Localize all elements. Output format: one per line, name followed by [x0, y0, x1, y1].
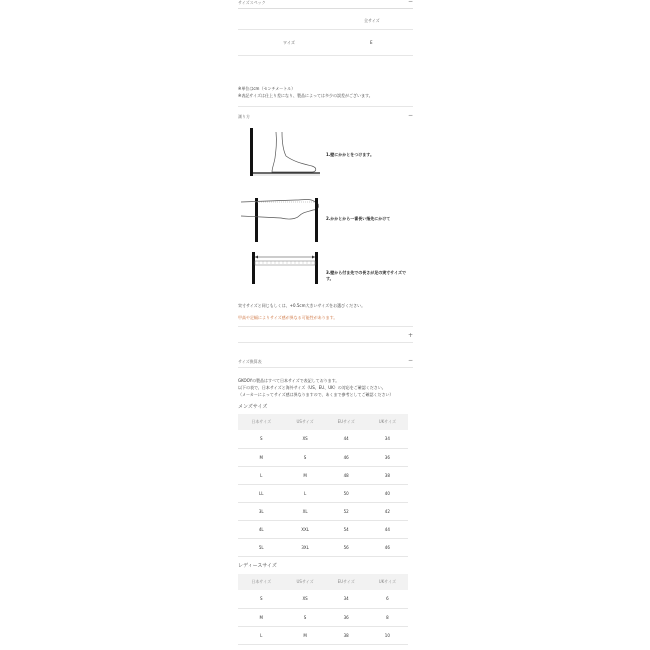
cell: 34: [367, 430, 408, 448]
cell: 46: [326, 448, 367, 466]
table-header-row: [238, 574, 408, 590]
spec-col-header: 全サイズ: [364, 18, 380, 23]
cell: S: [238, 590, 285, 608]
cell: L: [285, 484, 326, 502]
cell: 38: [367, 466, 408, 484]
cell: M: [238, 448, 285, 466]
cell: 34: [326, 590, 367, 608]
cell: 6: [367, 590, 408, 608]
table-row: [238, 626, 408, 644]
collapse-icon[interactable]: −: [407, 112, 413, 119]
col-header-eu: EUサイズ: [326, 574, 367, 590]
chart-intro-3: （メーカーによってサイズ感は異なりますので、あくまで参考としてご確認ください）: [238, 392, 394, 397]
col-header-jp: 日本サイズ: [238, 574, 285, 590]
cell: 44: [367, 520, 408, 538]
cell: 54: [326, 520, 367, 538]
measure-section-title: 測り方: [238, 114, 250, 119]
cell: L: [238, 626, 285, 644]
col-header-uk: UKサイズ: [367, 414, 408, 430]
table-row: [238, 590, 408, 608]
table-row: [238, 448, 408, 466]
chart-section-header[interactable]: [238, 359, 413, 368]
collapsed-section-header[interactable]: [238, 334, 413, 343]
cell: XS: [285, 590, 326, 608]
cell: 42: [367, 502, 408, 520]
step2-text: 2.かかとから一番長い指先にかけて: [326, 216, 391, 221]
col-header-us: USサイズ: [285, 414, 326, 430]
cell: 5L: [238, 538, 285, 556]
cell: LL: [238, 484, 285, 502]
cell: 8: [367, 608, 408, 626]
spec-row-label: ワイズ: [283, 40, 295, 45]
collapse-icon[interactable]: −: [407, 0, 413, 5]
cell: M: [285, 466, 326, 484]
cell: 38: [326, 626, 367, 644]
mens-size-table: [238, 414, 408, 557]
cell: 4L: [238, 520, 285, 538]
chart-section-title: サイズ換算表: [238, 359, 262, 364]
cell: 40: [367, 484, 408, 502]
cell: S: [285, 448, 326, 466]
table-row: [238, 520, 408, 538]
divider: [238, 55, 413, 56]
mens-size-label: メンズサイズ: [238, 404, 268, 410]
cell: 36: [326, 608, 367, 626]
cell: L: [238, 466, 285, 484]
col-header-eu: EUサイズ: [326, 414, 367, 430]
col-header-jp: 日本サイズ: [238, 414, 285, 430]
spec-note-unit: ※単位はcm（センチメートル）: [238, 86, 296, 91]
col-header-uk: UKサイズ: [367, 574, 408, 590]
measure-note: 実寸サイズと同じもしくは、+0.5cm大きいサイズをお選びください。: [238, 303, 366, 308]
table-row: [238, 466, 408, 484]
foot-top-illustration: [241, 192, 326, 244]
col-header-us: USサイズ: [285, 574, 326, 590]
step3-text: 3.壁から付ま先での長さが足の実寸サイズです。: [326, 270, 406, 281]
divider: [238, 29, 413, 30]
cell: XL: [285, 502, 326, 520]
divider: [238, 106, 413, 107]
ruler-illustration: [251, 252, 325, 286]
cell: 48: [326, 466, 367, 484]
collapse-icon[interactable]: −: [407, 357, 413, 364]
ladies-size-label: レディースサイズ: [238, 563, 277, 569]
table-row: [238, 430, 408, 448]
spec-section-header[interactable]: [238, 0, 413, 9]
table-row: [238, 484, 408, 502]
table-header-row: [238, 414, 408, 430]
cell: 10: [367, 626, 408, 644]
step1-text: 1.壁にかかとをつけます。: [326, 152, 374, 157]
cell: 52: [326, 502, 367, 520]
ladies-size-table: [238, 574, 408, 645]
foot-wall-illustration: [246, 128, 326, 180]
measure-warning: 甲高や足幅によりサイズ感が異なる可能性があります。: [238, 315, 338, 320]
cell: 44: [326, 430, 367, 448]
cell: M: [285, 626, 326, 644]
cell: S: [238, 430, 285, 448]
cell: 50: [326, 484, 367, 502]
expand-icon[interactable]: +: [407, 332, 413, 339]
chart-intro-2: 以下の表で、日本サイズと海外サイズ（US、EU、UK）の対応をご確認ください。: [238, 385, 386, 390]
spec-row-value: E: [370, 40, 373, 45]
cell: S: [285, 608, 326, 626]
spec-section-title: サイズスペック: [238, 0, 266, 5]
table-row: [238, 502, 408, 520]
cell: 3L: [238, 502, 285, 520]
spec-note-error: ※表記サイズは仕上り差になり、製品によっては多少の誤差がございます。: [238, 93, 373, 98]
table-row: [238, 608, 408, 626]
cell: M: [238, 608, 285, 626]
cell: 3XL: [285, 538, 326, 556]
cell: 56: [326, 538, 367, 556]
cell: 46: [367, 538, 408, 556]
cell: XS: [285, 430, 326, 448]
table-row: [238, 538, 408, 556]
chart-intro-1: GKOOYの製品はすべて日本サイズで表記しております。: [238, 378, 340, 383]
measure-section-header[interactable]: [238, 114, 413, 122]
divider: [238, 326, 413, 327]
cell: XXL: [285, 520, 326, 538]
cell: 36: [367, 448, 408, 466]
